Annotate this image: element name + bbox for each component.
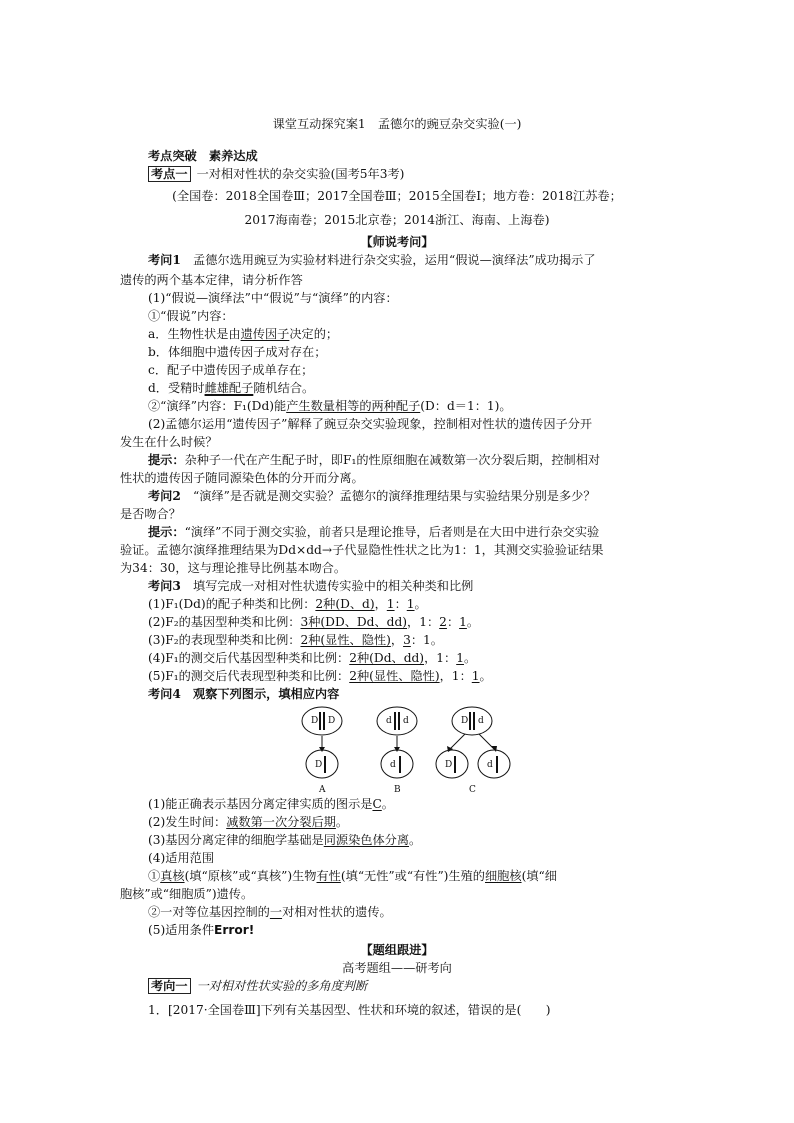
q3-row-4: [148, 650, 476, 666]
q4-s5-text-c: (填“细: [521, 869, 557, 883]
q3-row-3: [148, 632, 443, 648]
kaodian-text: 一对相对性状的杂交实验(国考5年3考): [196, 167, 405, 181]
q1-tip-1: [148, 452, 600, 468]
q4-s3-pre: (3)基因分离定律的细胞学基础是: [148, 833, 324, 847]
q3-r2-answer-3: 1: [459, 615, 467, 629]
q1-item-d: [148, 380, 314, 396]
q3-r3-answer-2: 3: [403, 633, 411, 647]
q4-s2-pre: (2)发生时间：: [148, 815, 227, 829]
arrow-c-left-line: [450, 734, 465, 749]
cell-c-parent: [452, 707, 492, 735]
q4-s7-pre: (5)适用条件: [148, 923, 215, 937]
q4-s5-answer-1: 真核: [160, 869, 185, 883]
q1-line2: 遗传的两个基本定律，请分析作答: [120, 273, 303, 287]
q1-label: 考问1: [148, 253, 181, 267]
kaoxiang-text: 一对相对性状实验的多角度判断: [196, 979, 368, 993]
q4-s2: [148, 814, 348, 830]
caption-c: C: [469, 785, 476, 795]
gaokao-title: 高考题组——研考向: [342, 961, 452, 975]
caption-a: A: [319, 785, 326, 795]
q3-r5-mid: ，1：: [439, 669, 472, 683]
q1-line1: [148, 252, 596, 268]
q4-s6-pre: ②一对等位基因控制的: [148, 905, 270, 919]
q3-r1-pre: (1)F₁(Dd)的配子种类和比例：: [148, 597, 316, 611]
q2-text-1: “演绎”是否就是测交实验？孟德尔的演绎推理结果与实验结果分别是多少？: [193, 489, 596, 503]
q3-row-2: [148, 614, 479, 630]
q3-r5-answer-1: 2种(显性、隐性): [349, 669, 440, 683]
kaoxiang-line: [148, 978, 367, 994]
label-c-top-left: D: [461, 716, 469, 726]
chromosome-c-gamete-left: [454, 756, 456, 773]
q1-d-answer: 雌雄配子: [204, 381, 254, 395]
cell-b-gamete: [381, 750, 413, 778]
q4-s2-end: 。: [335, 815, 349, 829]
q4-s1: [148, 796, 394, 812]
q3-r4-mid: ，1：: [424, 651, 457, 665]
q2-tip-1: [148, 524, 599, 540]
q3-r1-answer-2: 1: [386, 597, 395, 611]
tizu-title: 【题组跟进】: [360, 943, 434, 957]
label-c-top-right: d: [478, 716, 484, 726]
q1-tip-label: 提示：: [148, 453, 185, 467]
q3-row-5: [148, 668, 492, 684]
cell-c-gamete-right: [478, 750, 510, 778]
kaodian-tag: 考点一: [148, 166, 191, 182]
section-heading: 考点突破 素养达成: [148, 149, 258, 163]
q1-p3-2: 发生在什么时候？: [120, 435, 218, 449]
q4-s4: (4)适用范围: [148, 851, 215, 865]
q4-s3: [148, 832, 421, 848]
q1-tip-text-1: 杂种子一代在产生配子时，即F₁的性原细胞在减数第一次分裂后期，控制相对: [184, 453, 601, 467]
q4-s1-end: 。: [381, 797, 394, 811]
q4-s3-answer: 同源染色体分离: [323, 833, 410, 847]
label-a-top-right: D: [328, 716, 336, 726]
q3-r3-mid: ，: [390, 633, 404, 647]
q4-s6-answer: 一: [269, 905, 283, 919]
kaodian-line: [148, 166, 404, 182]
q4-s5-text-b: (填“无性”或“有性”)生殖的: [340, 869, 485, 883]
q2-line1: [148, 488, 596, 504]
q1-item-e: [148, 398, 512, 414]
q4-s3-end: 。: [409, 833, 422, 847]
q2-tip-text-1: “演绎”不同于测交实验，前者只是理论推导，后者则是在大田中进行杂交实验: [184, 525, 600, 539]
q3-r4-answer-2: 1: [456, 651, 464, 665]
q1-tip-2: 性状的遗传因子随同源染色体的分开而分离。: [120, 471, 364, 485]
q1-d-pre: d．受精时: [148, 381, 205, 395]
arrowhead-a: [319, 747, 325, 752]
q3-r1-end: 。: [414, 597, 427, 611]
q1-item-c: c．配子中遗传因子成单存在；: [148, 363, 314, 377]
q4-s1-answer: C: [372, 797, 382, 811]
q1-d-post: 随机结合。: [253, 381, 315, 395]
q4-text: 观察下列图示，填相应内容: [193, 687, 340, 701]
q4-label: 考问4: [148, 687, 181, 701]
q1-a-post: 决定的；: [289, 327, 339, 341]
q3-r2-answer-2: 2: [439, 615, 447, 629]
label-c-bottom-left: D: [445, 760, 453, 770]
q3-r2-sep: ：: [446, 615, 460, 629]
q1-p2: ①“假说”内容：: [148, 309, 234, 323]
q3-r1-answer-1: 2种(D、d): [315, 597, 375, 611]
q3-label: 考问3: [148, 579, 181, 593]
chromosome-c-gamete-right: [496, 756, 498, 773]
q4-line: [148, 686, 339, 702]
q4-s7-error: Error!: [214, 923, 255, 937]
q1-e-answer: 产生数量相等的两种配子: [286, 399, 421, 413]
cell-b-parent: [377, 707, 417, 735]
q3-r1-mid: ，: [374, 597, 387, 611]
q1-p3-1: (2)孟德尔运用“遗传因子”解释了豌豆杂交实验现象，控制相对性状的遗传因子分开: [148, 417, 593, 431]
q1-p1: (1)“假说—演绎法”中“假说”与“演绎”的内容：: [148, 291, 398, 305]
q1-text-1: 孟德尔选用豌豆为实验材料进行杂交实验，运用“假说—演绎法”成功揭示了: [193, 253, 596, 267]
q3-r2-end: 。: [466, 615, 480, 629]
chromosome-a-2: [323, 712, 325, 730]
q3-r5-answer-2: 1: [471, 669, 480, 683]
q3-r3-answer-1: 2种(显性、隐性): [300, 633, 391, 647]
q4-s7: [148, 922, 254, 938]
chromosome-diagram: [300, 706, 530, 796]
shishuo-title: 【师说考问】: [360, 235, 434, 249]
q2-tip-label: 提示：: [148, 525, 185, 539]
chromosome-b-gamete: [399, 756, 401, 773]
chromosome-a-gamete: [324, 756, 326, 773]
chromosome-c-2: [473, 712, 475, 730]
q3-r4-pre: (4)F₁的测交后代基因型种类和比例：: [148, 651, 350, 665]
arrowhead-c-right: [491, 746, 497, 752]
q4-s5-answer-2: 有性: [316, 869, 341, 883]
label-a-bottom: D: [315, 760, 323, 770]
chromosome-c-1: [469, 712, 471, 730]
q1-a-answer: 遗传因子: [240, 327, 290, 341]
q4-s5-answer-3: 细胞核: [485, 869, 522, 883]
arrowhead-b: [394, 747, 400, 752]
label-a-top-left: D: [311, 716, 319, 726]
q1-e-pre: ②“演绎”内容：F₁(Dd)能: [148, 399, 287, 413]
kaodian-sources-2: 2017海南卷；2015北京卷；2014浙江、海南、上海卷): [244, 213, 550, 227]
q2-tip-3: 为34：30，这与理论推导比例基本吻合。: [120, 561, 347, 575]
kaodian-sources-1: (全国卷：2018全国卷Ⅲ；2017全国卷Ⅲ；2015全国卷Ⅰ；地方卷：2018江苏卷；: [172, 189, 622, 203]
cell-a-parent: [302, 707, 342, 735]
page-title: 课堂互动探究案1 孟德尔的豌豆杂交实验(一): [272, 117, 522, 131]
q4-s5: [148, 868, 557, 884]
q3-r5-pre: (5)F₁的测交后代表现型种类和比例：: [148, 669, 350, 683]
chromosome-b-1: [394, 712, 396, 730]
q3-r2-mid: ，1：: [407, 615, 440, 629]
question-1: 1．[2017·全国卷Ⅲ]下列有关基因型、性状和环境的叙述，错误的是( ): [148, 1003, 551, 1017]
q2-label: 考问2: [148, 489, 181, 503]
q3-line: [148, 578, 473, 594]
q3-text: 填写完成一对相对性状遗传实验中的相关种类和比例: [193, 579, 474, 593]
label-c-bottom-right: d: [487, 760, 493, 770]
q3-r3-pre: (3)F₂的表现型种类和比例：: [148, 633, 301, 647]
q4-s6-end: 对相对性状的遗传。: [282, 905, 392, 919]
q1-e-post: (D：d＝1：1)。: [420, 399, 512, 413]
q4-s5-text-a: (填“原核”或“真核”)生物: [184, 869, 317, 883]
q4-s1-pre: (1)能正确表示基因分离定律实质的图示是: [148, 797, 373, 811]
q3-r1-answer-3: 1: [406, 597, 415, 611]
q3-r3-end: ：1。: [410, 633, 443, 647]
label-b-bottom: d: [390, 760, 396, 770]
q3-r4-answer-1: 2种(Dd、dd): [349, 651, 425, 665]
chromosome-a-1: [319, 712, 321, 730]
q1-item-b: b．体细胞中遗传因子成对存在；: [148, 345, 327, 359]
q3-r1-sep: ：: [394, 597, 407, 611]
q1-item-a: [148, 326, 338, 342]
q4-s2-answer: 减数第一次分裂后期: [226, 815, 336, 829]
q3-r2-answer-1: 3种(DD、Dd、dd): [300, 615, 408, 629]
q2-line2: 是否吻合？: [120, 507, 181, 521]
kaoxiang-tag: 考向一: [148, 978, 191, 994]
q1-a-pre: a．生物性状是由: [148, 327, 241, 341]
q4-s5-pre: ①: [148, 869, 161, 883]
q4-s6: [148, 904, 392, 920]
chromosome-b-2: [398, 712, 400, 730]
q3-r4-end: 。: [463, 651, 477, 665]
label-b-top-left: d: [386, 716, 392, 726]
q4-s5-line2: 胞核”或“细胞质”)遗传。: [120, 887, 254, 901]
caption-b: B: [394, 785, 401, 795]
q3-r5-end: 。: [479, 669, 492, 683]
q3-row-1: [148, 596, 427, 612]
q3-r2-pre: (2)F₂的基因型种类和比例：: [148, 615, 301, 629]
label-b-top-right: d: [403, 716, 409, 726]
q2-tip-2: 验证。孟德尔演绎推理结果为Dd×dd→子代显隐性性状之比为1：1，其测交实验验证结果: [120, 543, 604, 557]
